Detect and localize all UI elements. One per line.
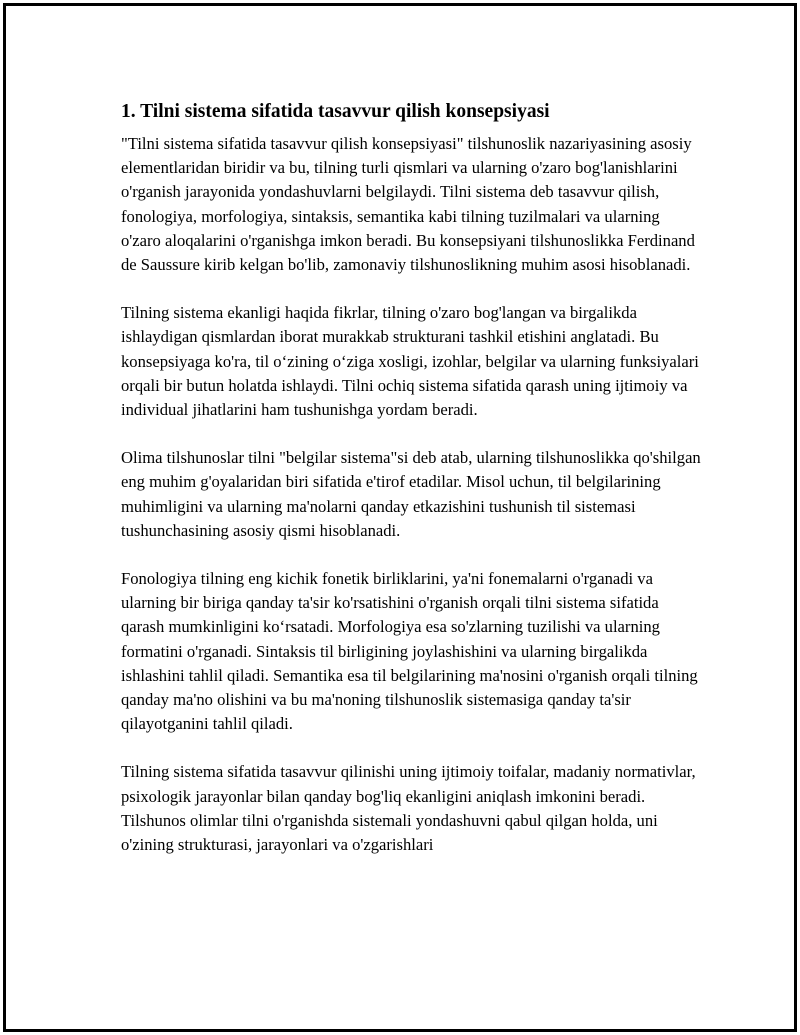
section-heading: 1. Tilni sistema sifatida tasavvur qilish konsepsiyasi <box>121 101 550 122</box>
document-page <box>3 3 797 1032</box>
document-body <box>121 99 701 881</box>
paragraph-1: "Tilni sistema sifatida tasavvur qilish konsepsiyasi" tilshunoslik nazariyasining asosiy elementlaridan biridir va bu, tilning turli qismlari va ularning o'zaro bog'lanishlarini o'rganish jarayonida yondashuvlarni belgilaydi. Tilni sistema deb tasavvur qilish, fonologiya, morfologiya, sintaksis, semantika kabi tilning tuzilmalari va ularning o'zaro aloqalarini o'rganishga imkon beradi. Bu konsepsiyani tilshunoslikka Ferdinand de Saussure kirib kelgan bo'lib, zamonaviy tilshunoslikning muhim asosi hisoblanadi. <box>121 134 695 275</box>
paragraph-5: Tilning sistema sifatida tasavvur qilinishi uning ijtimoiy toifalar, madaniy normativlar, psixologik jarayonlar bilan qanday bog'liq ekanligini aniqlash imkonini beradi. Tilshunos olimlar tilni o'rganishda sistemali yondashuvni qabul qilgan holda, uni o'zining strukturasi, jarayonlari va o'zgarishlari <box>121 762 696 855</box>
paragraph-3: Olima tilshunoslar tilni "belgilar sistema"si deb atab, ularning tilshunoslikka qo'shilgan eng muhim g'oyalaridan biri sifatida e'tirof etadilar. Misol uchun, til belgilarining muhimligini va ularning ma'nolarni qanday etkazishini tushunish til sistemasi tushunchasining asosiy qismi hisoblanadi. <box>121 448 701 540</box>
paragraph-4: Fonologiya tilning eng kichik fonetik birliklarini, ya'ni fonemalarni o'rganadi va ularning bir biriga qanday ta'sir ko'rsatishini o'rganish orqali tilni sistema sifatida qarash mumkinligini ko‘rsatadi. Morfologiya esa so'zlarning tuzilishi va ularning formatini o'rganadi. Sintaksis til birligining joylashishini va ularning birgalikda ishlashini tahlil qiladi. Semantika esa til belgilarining ma'nosini o'rganish orqali tilning qanday ma'no olishini va bu ma'noning tilshunoslik sistemasiga qanday ta'sir qilayotganini tahlil qiladi. <box>121 569 698 734</box>
paragraph-2: Tilning sistema ekanligi haqida fikrlar, tilning o'zaro bog'langan va birgalikda ishlaydigan qismlardan iborat murakkab strukturani tashkil etishini anglatadi. Bu konsepsiyaga ko'ra, til o‘zining o‘ziga xosligi, izohlar, belgilar va ularning funksiyalari orqali bir butun holatda ishlaydi. Tilni ochiq sistema sifatida qarash uning ijtimoiy va individual jihatlarini ham tushunishga yordam beradi. <box>121 303 699 420</box>
